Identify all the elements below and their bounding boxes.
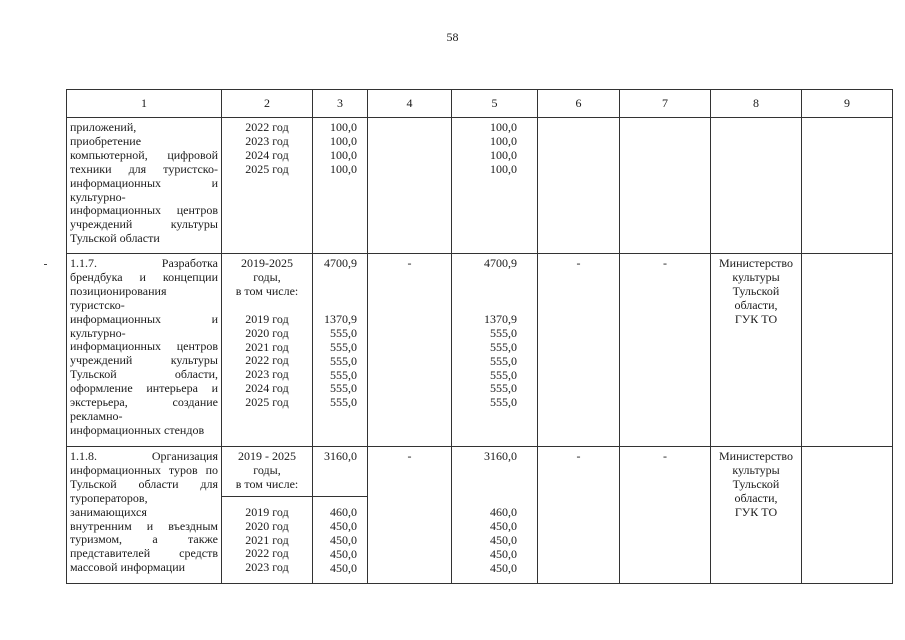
- year-label: 2022 год: [245, 353, 289, 368]
- year-label: 2023 год: [245, 367, 289, 382]
- header-cell-3: 3: [313, 90, 368, 118]
- total-amount: 4700,9: [324, 256, 357, 270]
- executor-line: области,: [734, 297, 778, 312]
- header-cell-4: 4: [368, 90, 452, 118]
- regional-amount: 555,0: [490, 381, 517, 396]
- year-label: 2020 год: [245, 325, 289, 340]
- regional-amount: 555,0: [490, 339, 517, 354]
- year-label: 2019 год: [245, 504, 289, 519]
- page-number: 58: [446, 30, 459, 44]
- description-line: приложений,: [70, 120, 137, 134]
- header-cell-5: 5: [452, 90, 538, 118]
- executor-cell: [711, 447, 802, 584]
- regional-amount: 450,0: [490, 560, 517, 575]
- municipal-amount: -: [576, 256, 581, 270]
- regional-budget-cell: [452, 118, 538, 254]
- federal-amount: -: [407, 256, 412, 270]
- description-cell: [67, 447, 222, 584]
- table-row: [67, 447, 893, 584]
- year-label: 2023 год: [245, 560, 289, 575]
- description-line: массовой информации: [70, 560, 186, 575]
- result-cell: [802, 447, 893, 584]
- description-line: информационных туров по: [70, 462, 218, 477]
- year-label: 2021 год: [245, 532, 289, 547]
- table-row: [67, 254, 893, 447]
- description-line: туроператоров,: [70, 490, 148, 505]
- year-amount: 450,0: [330, 532, 357, 547]
- year-label: 2023 год: [245, 133, 289, 148]
- year-amount: 460,0: [330, 504, 357, 519]
- municipal-amount: -: [576, 449, 581, 463]
- total-amount: 3160,0: [324, 449, 357, 463]
- budget-table-wrapper: [66, 89, 893, 584]
- header-cell-1: 1: [67, 90, 222, 118]
- description-line: учреждений культуры: [70, 217, 218, 232]
- regional-budget-cell: [452, 254, 538, 447]
- period-header-line: в том числе:: [235, 476, 299, 491]
- regional-amount: 100,0: [490, 161, 517, 176]
- description-line: представителей средств: [70, 546, 218, 561]
- extra-amount: -: [663, 256, 667, 270]
- year-amount: 100,0: [330, 147, 357, 162]
- description-line: приобретение: [70, 133, 142, 148]
- description-line: экстерьера, создание: [70, 395, 218, 410]
- year-label: 2019 год: [245, 311, 289, 326]
- description-line: учреждений культуры: [70, 353, 218, 368]
- executor-line: Тульской: [732, 476, 780, 491]
- description-line: рекламно-: [70, 408, 123, 423]
- municipal-budget-cell: [538, 254, 620, 447]
- executor-cell: [711, 254, 802, 447]
- period-header-line: 2019 - 2025: [238, 449, 296, 463]
- header-cell-9: 9: [802, 90, 893, 118]
- header-cell-8: 8: [711, 90, 802, 118]
- federal-budget-cell: [368, 118, 452, 254]
- description-line: культурно-: [70, 189, 126, 204]
- table-row: [67, 118, 893, 254]
- regional-amount: 555,0: [490, 353, 517, 368]
- description-line: информационных стендов: [70, 422, 205, 437]
- header-row: [67, 90, 893, 118]
- period-cell: [222, 254, 313, 447]
- executor-line: культуры: [732, 462, 780, 477]
- description-line: внутренним и въездным: [70, 518, 218, 533]
- year-label: 2025 год: [245, 161, 289, 176]
- regional-amount: 100,0: [490, 133, 517, 148]
- regional-amount: 460,0: [490, 504, 517, 519]
- total-amount-cell: [313, 254, 368, 447]
- regional-amount: 555,0: [490, 325, 517, 340]
- description-line: оформление интерьера и: [70, 381, 218, 396]
- regional-amount: 100,0: [490, 120, 517, 134]
- executor-line: ГУК ТО: [734, 311, 778, 326]
- description-line: информационных центров: [70, 339, 218, 354]
- regional-amount: 555,0: [490, 395, 517, 410]
- year-amount: 100,0: [330, 133, 357, 148]
- regional-budget-cell: [452, 447, 538, 584]
- regional-amount: 555,0: [490, 367, 517, 382]
- description-line: информационных и: [70, 175, 218, 190]
- year-amount: 555,0: [330, 395, 357, 410]
- executor-line: культуры: [732, 269, 780, 284]
- year-amount: 555,0: [330, 367, 357, 382]
- executor-line: Министерство: [719, 449, 793, 463]
- regional-amount: 450,0: [490, 518, 517, 533]
- year-label: 2024 год: [245, 147, 289, 162]
- description-line: позиционирования: [70, 283, 167, 298]
- federal-budget-cell: [368, 447, 452, 584]
- year-amount: 555,0: [330, 339, 357, 354]
- year-amount: 1370,9: [324, 311, 357, 326]
- executor-line: ГУК ТО: [734, 504, 778, 519]
- description-line: Тульской области,: [70, 367, 218, 382]
- municipal-budget-cell: [538, 118, 620, 254]
- year-label: 2021 год: [245, 339, 289, 354]
- header-cell-7: 7: [620, 90, 711, 118]
- period-header-line: годы,: [253, 462, 281, 477]
- header-cell-6: 6: [538, 90, 620, 118]
- year-label: 2025 год: [245, 395, 289, 410]
- period-cell: [222, 447, 313, 584]
- municipal-budget-cell: [538, 447, 620, 584]
- year-amount: 555,0: [330, 325, 357, 340]
- total-amount-cell: [313, 118, 368, 254]
- total-amount-cell: [313, 447, 368, 584]
- result-cell: [802, 254, 893, 447]
- description-line: информационных центров: [70, 203, 218, 218]
- description-line: брендбука и концепции: [70, 269, 218, 284]
- description-line: занимающихся: [70, 504, 147, 519]
- description-line: 1.1.7. Разработка: [70, 256, 218, 270]
- executor-cell: [711, 118, 802, 254]
- period-header-line: в том числе:: [235, 283, 299, 298]
- year-label: 2022 год: [245, 120, 289, 134]
- federal-budget-cell: [368, 254, 452, 447]
- regional-total: 4700,9: [484, 256, 517, 270]
- year-label: 2020 год: [245, 518, 289, 533]
- description-line: компьютерной, цифровой: [70, 147, 218, 162]
- regional-amount: 1370,9: [484, 311, 517, 326]
- extra-budget-cell: [620, 447, 711, 584]
- description-line: культурно-: [70, 325, 126, 340]
- year-amount: 100,0: [330, 161, 357, 176]
- description-line: туризмом, а также: [70, 532, 218, 547]
- federal-amount: -: [407, 449, 412, 463]
- executor-line: области,: [734, 490, 778, 505]
- regional-amount: 450,0: [490, 532, 517, 547]
- year-amount: 555,0: [330, 353, 357, 368]
- executor-line: Министерство: [719, 256, 793, 270]
- description-line: 1.1.8. Организация: [70, 449, 218, 463]
- sub-divider: [221, 496, 367, 497]
- period-header-line: 2019-2025: [241, 256, 293, 270]
- result-cell: [802, 118, 893, 254]
- margin-mark: [44, 264, 47, 265]
- extra-budget-cell: [620, 254, 711, 447]
- period-header-line: годы,: [253, 269, 281, 284]
- regional-amount: 100,0: [490, 147, 517, 162]
- description-line: туристско-: [70, 297, 125, 312]
- regional-amount: 450,0: [490, 546, 517, 561]
- header-cell-2: 2: [222, 90, 313, 118]
- year-label: 2022 год: [245, 546, 289, 561]
- extra-budget-cell: [620, 118, 711, 254]
- description-cell: [67, 118, 222, 254]
- budget-table: [66, 89, 893, 584]
- year-amount: 450,0: [330, 518, 357, 533]
- description-line: информационных и: [70, 311, 218, 326]
- description-cell: [67, 254, 222, 447]
- executor-line: Тульской: [732, 283, 780, 298]
- period-cell: [222, 118, 313, 254]
- year-amount: 450,0: [330, 546, 357, 561]
- description-line: техники для туристско-: [70, 161, 218, 176]
- year-amount: 555,0: [330, 381, 357, 396]
- regional-total: 3160,0: [484, 449, 517, 463]
- year-amount: 450,0: [330, 560, 357, 575]
- extra-amount: -: [663, 449, 667, 463]
- description-line: Тульской области для: [70, 476, 218, 491]
- year-label: 2024 год: [245, 381, 289, 396]
- description-line: Тульской области: [70, 231, 160, 246]
- year-amount: 100,0: [330, 120, 357, 134]
